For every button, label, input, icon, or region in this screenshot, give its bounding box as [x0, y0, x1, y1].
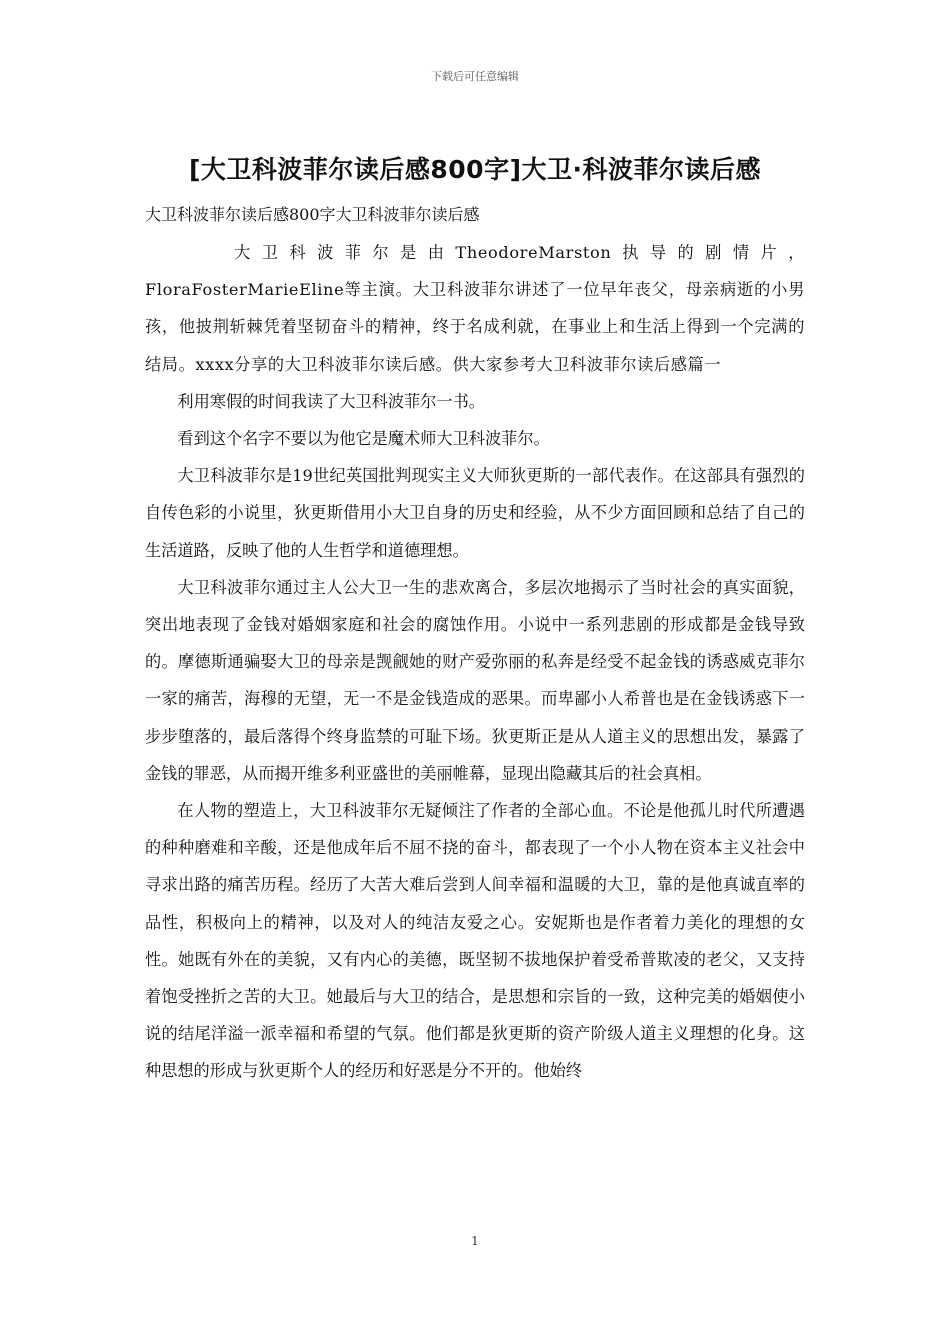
document-subtitle: 大卫科波菲尔读后感800字大卫科波菲尔读后感 — [145, 205, 480, 224]
paragraph: 利用寒假的时间我读了大卫科波菲尔一书。 — [177, 391, 485, 411]
paragraph: 大卫科波菲尔是19世纪英国批判现实主义大师狄更斯的一部代表作。在这部具有强烈的自传色彩的小说里，狄更斯借用小大卫自身的历史和经验，从不少方面回顾和总结了自己的生活道路，反映了他的人生哲学和道德理想。 — [145, 466, 805, 560]
paragraph: 看到这个名字不要以为他它是魔术师大卫科波菲尔。 — [177, 429, 550, 449]
header-note: 下载后可任意编辑 — [431, 70, 519, 83]
document-body — [145, 234, 805, 1090]
document-title: [大卫科波菲尔读后感800字]大卫·科波菲尔读后感 — [188, 155, 762, 184]
paragraph: 在人物的塑造上，大卫科波菲尔无疑倾注了作者的全部心血。不论是他孤儿时代所遭遇的种种磨难和辛酸，还是他成年后不屈不挠的奋斗，都表现了一个小人物在资本主义社会中寻求出路的痛苦历程。经历了大苦大难后尝到人间幸福和温暖的大卫，靠的是他真诚直率的品性，积极向上的精神，以及对人的纯洁友爱之心。安妮斯也是作者着力美化的理想的女性。她既有外在的美貌，又有内心的美德，既坚韧不拔地保护着受希普欺凌的老父，又支持着饱受挫折之苦的大卫。她最后与大卫的结合，是思想和宗旨的一致，这种完美的婚姻使小说的结尾洋溢一派幸福和希望的气氛。他们都是狄更斯的资产阶级人道主义理想的化身。这种思想的形成与狄更斯个人的经历和好恶是分不开的。他始终 — [145, 801, 805, 1081]
paragraph-intro: 大卫科波菲尔是由TheodoreMarston执导的剧情片，FloraFosterMarieEline等主演。大卫科波菲尔讲述了一位早年丧父，母亲病逝的小男孩，他披荆斩棘凭着坚韧奋斗的精神，终于名成利就，在事业上和生活上得到一个完满的结局。xxxx分享的大卫科波菲尔读后感。供大家参考大卫科波菲尔读后感篇一 — [145, 243, 805, 374]
page-number: 1 — [471, 1234, 479, 1248]
paragraph: 大卫科波菲尔通过主人公大卫一生的悲欢离合，多层次地揭示了当时社会的真实面貌，突出地表现了金钱对婚姻家庭和社会的腐蚀作用。小说中一系列悲剧的形成都是金钱导致的。摩德斯通骗娶大卫的母亲是觊觎她的财产爱弥丽的私奔是经受不起金钱的诱惑威克菲尔一家的痛苦，海穆的无望，无一不是金钱造成的恶果。而卑鄙小人希普也是在金钱诱惑下一步步堕落的，最后落得个终身监禁的可耻下场。狄更斯正是从人道主义的思想出发，暴露了金钱的罪恶，从而揭开维多利亚盛世的美丽帷幕，显现出隐藏其后的社会真相。 — [145, 577, 805, 783]
